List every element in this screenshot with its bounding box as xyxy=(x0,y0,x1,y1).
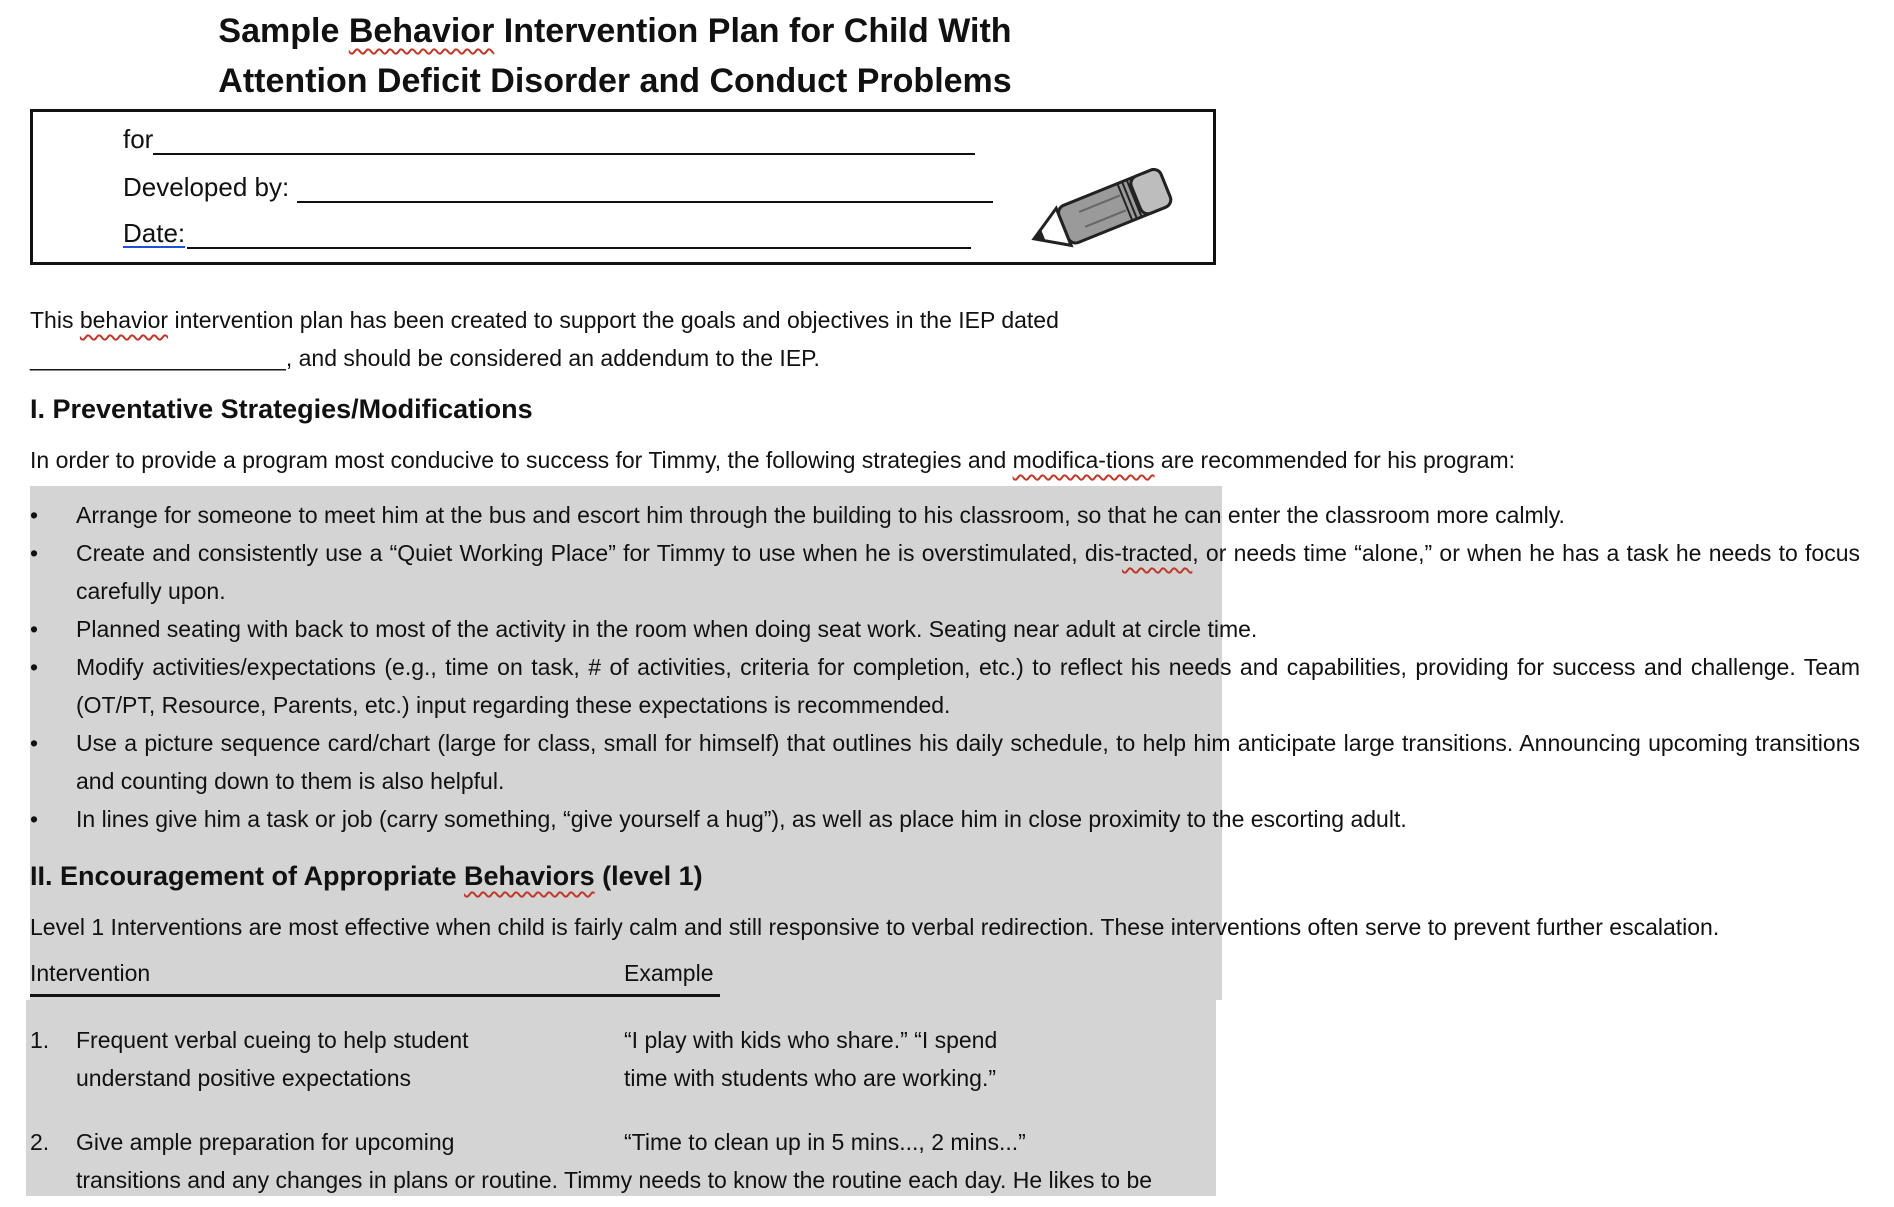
document-title-line2: Attention Deficit Disorder and Conduct Problems xyxy=(218,62,1012,100)
developed-by-field[interactable] xyxy=(297,175,993,203)
section1-heading: I. Preventative Strategies/Modifications xyxy=(30,394,533,424)
date-field[interactable] xyxy=(187,221,971,249)
list-item: • Modify activities/expectations (e.g., time on task, # of activities, criteria for completion, etc.) to reflect his needs and capabilities, providing for success and challenge. Team (OT/PT, Resource, Parents, etc.) input regarding these expectations is recommended. xyxy=(30,648,1860,724)
developed-by-row xyxy=(123,172,993,203)
section1-lead: In order to provide a program most conducive to success for Timmy, the following strategies and modifica-tions are recommended for his program: xyxy=(30,447,1516,473)
document-title-line1: Sample Behavior Intervention Plan for Child With xyxy=(218,12,1012,50)
table-row: 1. Frequent verbal cueing to help student understand positive expectations “I play with kids who share.” “I spend time with students who are working.” xyxy=(30,1027,998,1091)
date-row xyxy=(123,218,971,249)
bullet-icon: • xyxy=(30,502,39,528)
strategy-list xyxy=(30,496,1860,838)
bullet-icon: • xyxy=(30,616,39,642)
table-header xyxy=(30,960,720,997)
list-item: • Use a picture sequence card/chart (large for class, small for himself) that outlines his daily schedule, to help him anticipate large transitions. Announcing upcoming transitions and counting down to them is also helpful. xyxy=(30,724,1860,800)
section2-heading: II. Encouragement of Appropriate Behaviors (level 1) xyxy=(30,861,703,891)
column-header-example: Example xyxy=(624,960,714,986)
bullet-icon: • xyxy=(30,806,39,832)
intervention-table xyxy=(30,960,1230,1207)
date-label: Date: xyxy=(123,218,186,248)
table-row: 2. Give ample preparation for upcoming transitions and any changes in plans or routine. Timmy needs to know the routine each day. He likes to be “Time to clean up in 5 mins..., 2 mins...” xyxy=(30,1129,1153,1193)
for-label: for xyxy=(123,124,154,154)
spellcheck-word: Behaviors xyxy=(464,861,595,891)
for-field[interactable] xyxy=(153,127,975,155)
spellcheck-word: modifica-tions xyxy=(1012,447,1155,473)
column-header-intervention: Intervention xyxy=(30,960,151,986)
iep-date-blank[interactable]: ____________________ xyxy=(30,345,286,371)
spellcheck-word: tracted xyxy=(1121,540,1193,566)
developed-by-label: Developed by: xyxy=(123,172,290,202)
list-item: • Planned seating with back to most of the activity in the room when doing seat work. Seating near adult at circle time. xyxy=(30,610,1860,648)
bullet-icon: • xyxy=(30,730,39,756)
bullet-icon: • xyxy=(30,540,39,566)
list-item: • Arrange for someone to meet him at the bus and escort him through the building to his classroom, so that he can enter the classroom more calmly. xyxy=(30,496,1860,534)
list-item: • In lines give him a task or job (carry something, “give yourself a hug”), as well as place him in close proximity to the escorting adult. xyxy=(30,800,1860,838)
list-item: • Create and consistently use a “Quiet Working Place” for Timmy to use when he is overstimulated, dis-tracted, or needs time “alone,” or when he has a task he needs to focus carefully upon. xyxy=(30,534,1860,610)
spellcheck-word: behavior xyxy=(79,307,169,333)
for-row xyxy=(123,124,975,155)
section2-lead: Level 1 Interventions are most effective when child is fairly calm and still responsive to verbal redirection. These interventions often serve to prevent further escalation. xyxy=(30,914,1720,940)
intro-paragraph: This behavior intervention plan has been created to support the goals and objectives in the IEP dated ____________________, and should be considered an addendum to the IEP. xyxy=(30,307,1059,371)
pencil-icon xyxy=(1020,162,1180,258)
spellcheck-word: Behavior xyxy=(348,12,495,50)
bullet-icon: • xyxy=(30,654,39,680)
